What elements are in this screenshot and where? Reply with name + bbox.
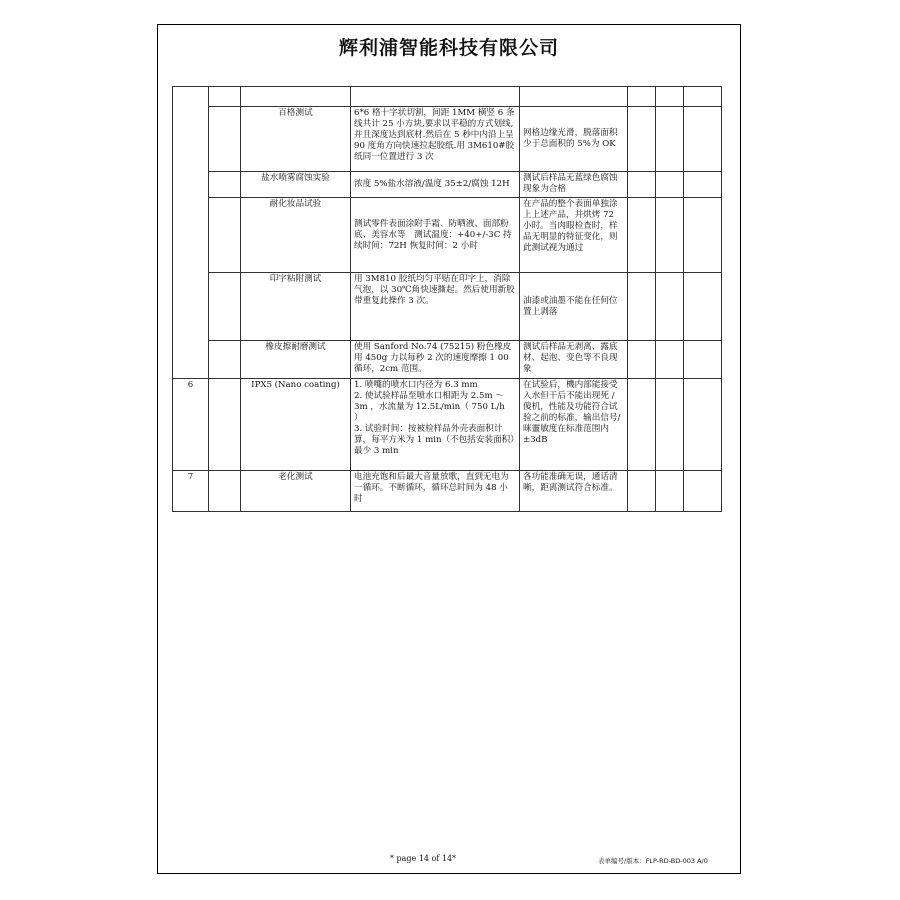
blank-cell: [656, 107, 684, 172]
acceptance-criteria: [520, 87, 628, 107]
acceptance-criteria: 油漆或油墨不能在任何位置上剥落: [520, 273, 628, 341]
test-item: 老化测试: [241, 471, 351, 512]
test-item: 百格测试: [241, 107, 351, 172]
test-method: 使用 Sanford No.74 (75215) 粉色橡皮用 450g 力以每秒 2 次的速度摩擦 1 00 循环，2cm 范围。: [351, 341, 520, 379]
blank-cell: [628, 273, 656, 341]
table-row: [173, 379, 722, 471]
test-spec-table: [172, 86, 722, 512]
table-row: [173, 471, 722, 512]
blank-cell: [628, 341, 656, 379]
blank-cell: [656, 172, 684, 198]
blank-cell: [628, 379, 656, 471]
page-number: * page 14 of 14*: [390, 854, 457, 863]
test-item: 耐化妆品试验: [241, 198, 351, 273]
table-row: [173, 341, 722, 379]
test-item: IPX5 (Nano coating): [241, 379, 351, 471]
acceptance-criteria: 测试后样品无蓝绿色腐蚀现象为合格: [520, 172, 628, 198]
company-title: 辉利浦智能科技有限公司: [338, 37, 559, 59]
blank-cell: [209, 172, 241, 198]
blank-cell: [209, 87, 241, 107]
form-code: 表单编号/版本：FLP-RD-BD-003 A/0: [598, 857, 708, 865]
test-method: 用 3M810 胶纸均匀平贴在印字上，消除气泡，以 30℃角快速撕起。然后使用新胶带重复此操作 3 次。: [351, 273, 520, 341]
blank-cell: [656, 273, 684, 341]
blank-cell: [656, 471, 684, 512]
blank-cell: [656, 341, 684, 379]
test-method: 1. 喷嘴的喷水口内径为 6.3 mm 2. 使试验样品至喷水口相距为 2.5m ～ 3m ，水流量为 12.5L/min（ 750 L/h ） 3. 试验时间：按被检样品外壳表面积计算，每平方米为 1 min（不包括安装面积）最少 3 min: [351, 379, 520, 471]
blank-cell: [656, 198, 684, 273]
blank-cell: [656, 87, 684, 107]
blank-cell: [209, 198, 241, 273]
blank-cell: [628, 87, 656, 107]
blank-cell: [209, 379, 241, 471]
acceptance-criteria: 在产品的整个表面单独涂上上述产品，并烘烤 72 小时。当肉眼检查时，样品无明显的特征变化，则此测试视为通过: [520, 198, 628, 273]
blank-cell: [209, 273, 241, 341]
test-item: 橡皮擦耐磨测试: [241, 341, 351, 379]
test-method: 6*6 格十字状切割，间距 1MM 横竖 6 条线共计 25 小方块,要求以平稳的方式划线,并且深度达到底材.然后在 5 秒中内沿上呈 90 度角方向快速拉起胶纸.用 3M610#胶纸同一位置进行 3 次: [351, 107, 520, 172]
blank-cell: [684, 87, 722, 107]
test-item: 盐水喷雾腐蚀实验: [241, 172, 351, 198]
acceptance-criteria: 测试后样品无剥离、露底材、起泡、变色等不良现象: [520, 341, 628, 379]
test-method: 浓度 5%盐水溶液/温度 35±2/腐蚀 12H: [351, 172, 520, 198]
test-method: 测试零件表面涂附手霜、防晒液、面部粉底、美容水等 测试温度：+40+/-3C 持续时间：72H 恢复时间：2 小时: [351, 198, 520, 273]
blank-cell: [209, 471, 241, 512]
acceptance-criteria: 网格边缘光滑，脱落面积少于总面积的 5%为 OK: [520, 107, 628, 172]
table-row: [173, 273, 722, 341]
blank-cell: [684, 107, 722, 172]
acceptance-criteria: 在试验后，機内部能接受入水但干后不能出现死 / 傻机，性能及功能符合试验之前的标准，输出信号/咪靈敏度在标准范围内±3dB: [520, 379, 628, 471]
blank-cell: [684, 273, 722, 341]
row-number: 7: [173, 471, 209, 512]
test-method: [351, 87, 520, 107]
table-row: [173, 87, 722, 107]
blank-cell: [684, 341, 722, 379]
blank-cell: [209, 107, 241, 172]
test-item: [241, 87, 351, 107]
blank-cell: [684, 379, 722, 471]
table-row: [173, 107, 722, 172]
table-body: [173, 87, 722, 512]
row-number: [173, 87, 209, 379]
test-item: 印字粘附测试: [241, 273, 351, 341]
blank-cell: [656, 379, 684, 471]
blank-cell: [628, 198, 656, 273]
table-row: [173, 198, 722, 273]
acceptance-criteria: 各功能准确无误，通话清晰，距离测试符合标准。: [520, 471, 628, 512]
blank-cell: [628, 172, 656, 198]
table-row: [173, 172, 722, 198]
test-method: 电池充饱和后最大音量放歌，直到无电为一循环。不断循环，循环总时间为 48 小时: [351, 471, 520, 512]
row-number: 6: [173, 379, 209, 471]
blank-cell: [684, 471, 722, 512]
blank-cell: [628, 471, 656, 512]
blank-cell: [684, 172, 722, 198]
blank-cell: [628, 107, 656, 172]
blank-cell: [684, 198, 722, 273]
blank-cell: [209, 341, 241, 379]
